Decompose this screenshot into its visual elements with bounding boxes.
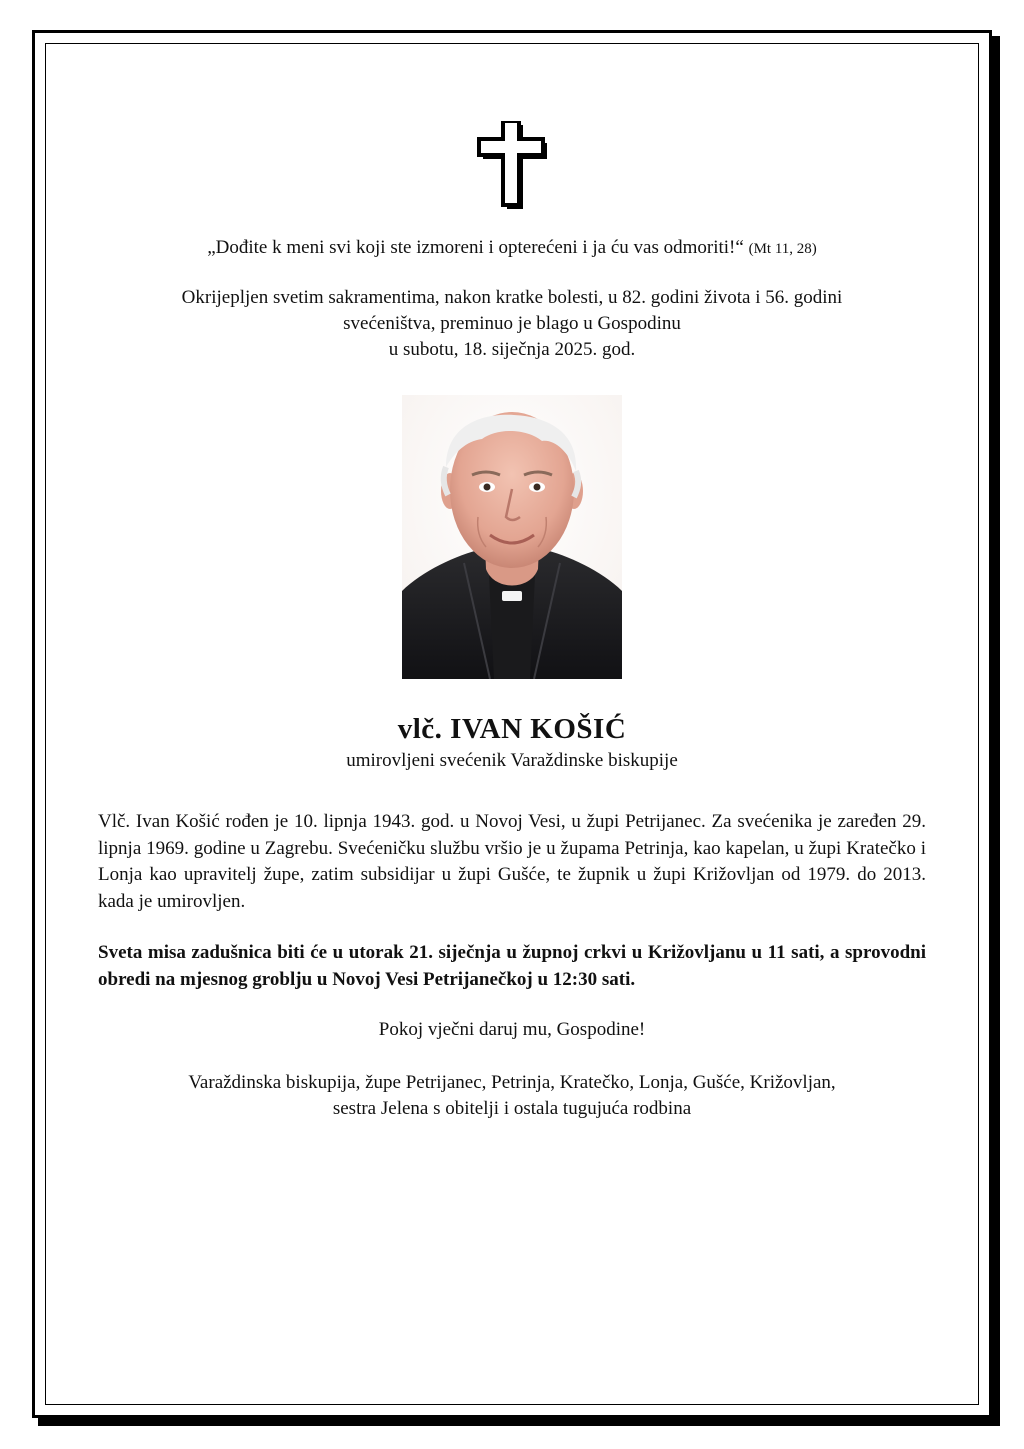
mourners-line-2: sestra Jelena s obitelji i ostala tugujuća rodbina [332,1098,692,1119]
biography-paragraph: Vlč. Ivan Košić rođen je 10. lipnja 1943. god. u Novoj Vesi, u župi Petrijanec. Za svećenika je zaređen 29. lipnja 1969. godine u Zagrebu. Svećeničku službu vršio je u župama Petrinja, kao kapelan, u župi Kratečko i Lonja kao upravitelj župe, zatim subsidijar u župi Gušće, te župnik u župi Križovljan od 1979. do 2013. kada je umirovljen. [98,811,926,912]
quote-text: „Dođite k meni svi koji ste izmoreni i opterećeni i ja ću vas odmoriti!“ [207,237,744,258]
mourners-line-1: Varaždinska biskupija, župe Petrijanec, Petrinja, Kratečko, Lonja, Gušće, Križovljan, [188,1072,836,1093]
cross-icon [477,121,551,211]
prayer-line: Pokoj vječni daruj mu, Gospodine! [378,1019,646,1040]
mourners-signature [98,1070,926,1122]
portrait-photo [402,395,622,679]
funeral-mass-notice: Sveta misa zadušnica biti će u utorak 21. siječnja u župnoj crkvi u Križovljanu u 11 sati, a sprovodni obredi na mjesnog groblju u Novoj Vesi Petrijanečkoj u 12:30 sati. [98,942,926,990]
deceased-role: umirovljeni svećenik Varaždinske biskupije [346,750,678,771]
announcement-line-2: svećeništva, preminuo je blago u Gospodinu [343,313,681,334]
announcement-line-1: Okrijepljen svetim sakramentima, nakon kratke bolesti, u 82. godini života i 56. godini [181,287,843,308]
deceased-name: vlč. IVAN KOŠIĆ [397,713,627,745]
death-announcement [98,285,926,363]
scripture-quote [98,235,926,262]
quote-reference: (Mt 11, 28) [748,241,817,257]
announcement-line-3: u subotu, 18. siječnja 2025. god. [388,339,636,360]
